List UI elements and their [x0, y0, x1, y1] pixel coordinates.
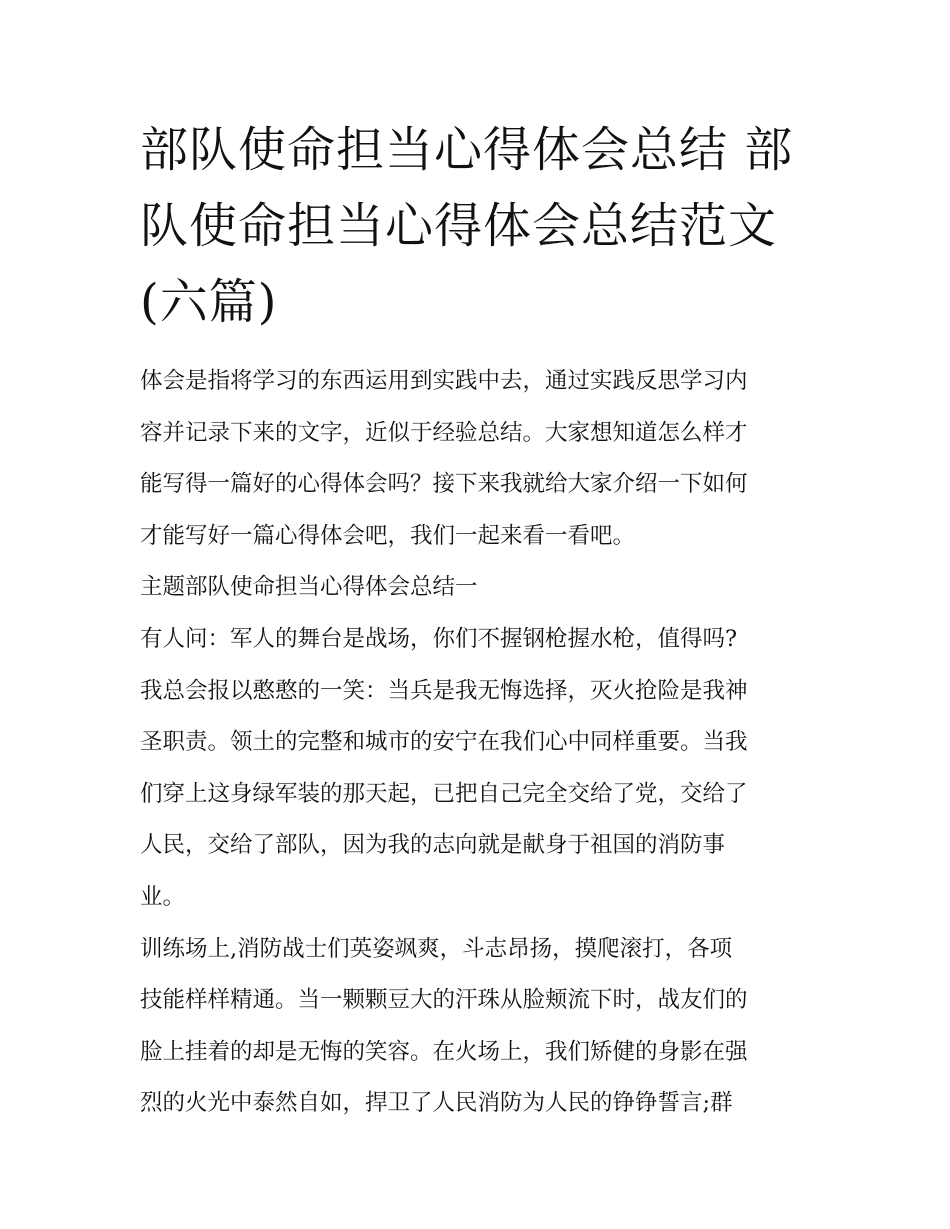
paragraph-line: 人民，交给了部队，因为我的志向就是献身于祖国的消防事 — [140, 832, 726, 859]
paragraph-line: 训练场上,消防战士们英姿飒爽，斗志昂扬，摸爬滚打，各项 — [140, 935, 733, 962]
paragraph-line: 我总会报以憨憨的一笑：当兵是我无悔选择，灭火抢险是我神 — [140, 677, 748, 704]
paragraph-line: 圣职责。领土的完整和城市的安宁在我们心中同样重要。当我 — [140, 729, 748, 756]
paragraph-line: 烈的火光中泰然自如，捍卫了人民消防为人民的铮铮誓言;群 — [140, 1090, 733, 1117]
intro-line: 体会是指将学习的东西运用到实践中去，通过实践反思学习内 — [140, 368, 748, 394]
intro-line: 能写得一篇好的心得体会吗？接下来我就给大家介绍一下如何 — [140, 471, 748, 498]
document-title — [140, 112, 820, 340]
intro-line: 才能写好一篇心得体会吧，我们一起来看一看吧。 — [140, 522, 636, 549]
intro-line: 容并记录下来的文字，近似于经验总结。大家想知道怎么样才 — [140, 419, 748, 446]
title-line: 队使命担当心得体会总结范文 — [140, 198, 778, 254]
paragraph-line: 们穿上这身绿军装的那天起，已把自己完全交给了党，交给了 — [140, 780, 748, 807]
document-page — [140, 112, 820, 1130]
paragraph-line: 脸上挂着的却是无悔的笑容。在火场上，我们矫健的身影在强 — [140, 1038, 748, 1065]
title-line: (六篇) — [140, 274, 278, 330]
paragraph-line: 有人问：军人的舞台是战场，你们不握钢枪握水枪，值得吗? — [140, 625, 738, 652]
title-line: 部队使命担当心得体会总结 部 — [140, 122, 794, 178]
section-heading: 主题部队使命担当心得体会总结一 — [140, 574, 478, 601]
paragraph-line: 技能样样精通。当一颗颗豆大的汗珠从脸颊流下时，战友们的 — [140, 987, 748, 1014]
document-body — [140, 356, 820, 1130]
paragraph-line: 业。 — [140, 883, 186, 910]
